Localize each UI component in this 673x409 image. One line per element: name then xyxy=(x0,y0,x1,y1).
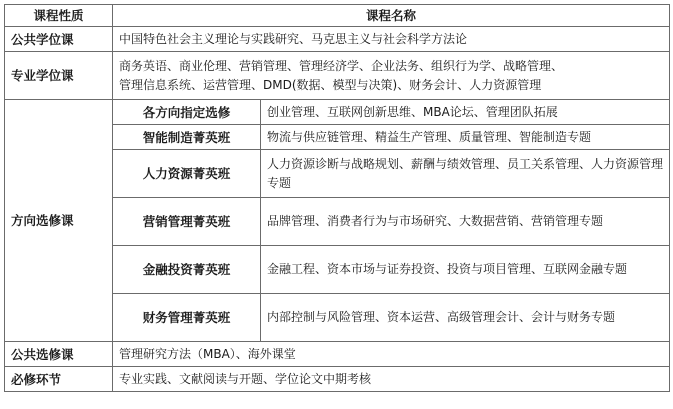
course-type-elective: 方向选修课 xyxy=(5,100,113,342)
course-list-public-elective: 管理研究方法（MBA）、海外课堂 xyxy=(113,342,670,367)
course-type-major-degree: 专业学位课 xyxy=(5,52,113,100)
direction-name: 智能制造菁英班 xyxy=(113,125,261,150)
direction-courses: 创业管理、互联网创新思维、MBA论坛、管理团队拓展 xyxy=(261,100,670,125)
direction-name: 金融投资菁英班 xyxy=(113,246,261,294)
course-list-required: 专业实践、文献阅读与开题、学位论文中期考核 xyxy=(113,367,670,392)
table-row xyxy=(5,27,670,52)
course-table xyxy=(4,4,670,392)
table-header-row xyxy=(5,5,670,27)
course-list-major-degree xyxy=(113,52,670,100)
direction-name: 人力资源菁英班 xyxy=(113,150,261,198)
table-row xyxy=(5,52,670,100)
course-list-line: 管理信息系统、运营管理、DMD(数据、模型与决策)、财务会计、人力资源管理 xyxy=(119,77,542,92)
course-type-public-elective: 公共选修课 xyxy=(5,342,113,367)
header-course-name: 课程名称 xyxy=(113,5,670,27)
direction-courses: 物流与供应链管理、精益生产管理、质量管理、智能制造专题 xyxy=(261,125,670,150)
direction-name: 财务管理菁英班 xyxy=(113,294,261,342)
course-list-line: 商务英语、商业伦理、营销管理、管理经济学、企业法务、组织行为学、战略管理、 xyxy=(119,58,564,73)
table-row xyxy=(5,367,670,392)
table-row xyxy=(5,342,670,367)
direction-name: 各方向指定选修 xyxy=(113,100,261,125)
direction-courses: 金融工程、资本市场与证券投资、投资与项目管理、互联网金融专题 xyxy=(261,246,670,294)
course-type-required: 必修环节 xyxy=(5,367,113,392)
table-row xyxy=(5,100,670,125)
header-course-type: 课程性质 xyxy=(5,5,113,27)
course-list-public-degree: 中国特色社会主义理论与实践研究、马克思主义与社会科学方法论 xyxy=(113,27,670,52)
direction-courses: 人力资源诊断与战略规划、薪酬与绩效管理、员工关系管理、人力资源管理专题 xyxy=(261,150,670,198)
course-type-public-degree: 公共学位课 xyxy=(5,27,113,52)
direction-courses: 品牌管理、消费者行为与市场研究、大数据营销、营销管理专题 xyxy=(261,198,670,246)
direction-courses: 内部控制与风险管理、资本运营、高级管理会计、会计与财务专题 xyxy=(261,294,670,342)
direction-name: 营销管理菁英班 xyxy=(113,198,261,246)
